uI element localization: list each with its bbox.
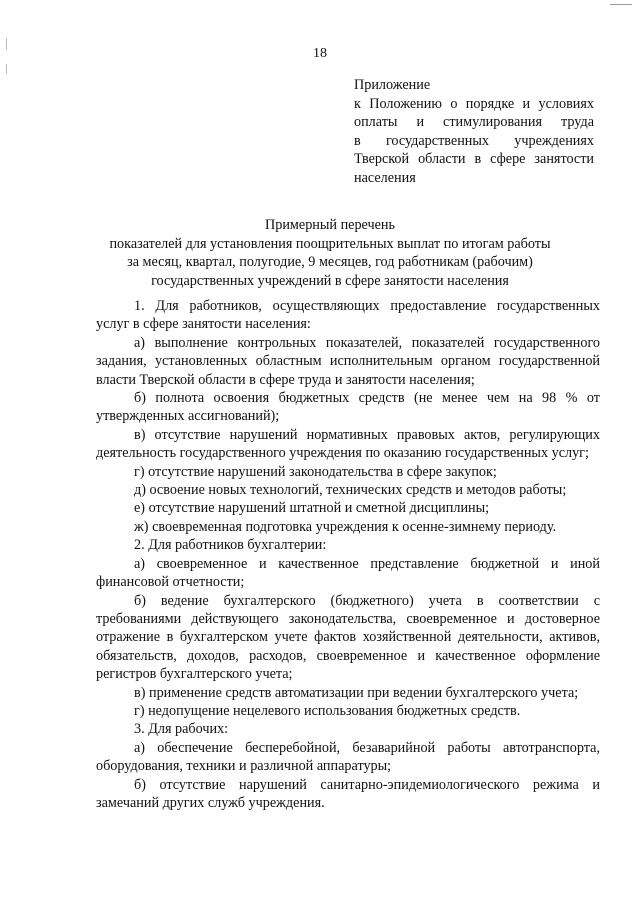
list-item: а) своевременное и качественное представление бюджетной и иной финансовой отчетности; xyxy=(96,555,600,591)
list-item: в) применение средств автоматизации при ведении бухгалтерского учета; xyxy=(134,684,579,701)
list-item: б) отсутствие нарушений санитарно-эпидемиологического режима и замечаний других служб учреждения. xyxy=(96,776,600,811)
list-item: а) обеспечение бесперебойной, безаварийной работы автотранспорта, оборудования, техники и различной аппаратуры; xyxy=(96,739,600,775)
scan-mark xyxy=(6,64,7,74)
title-line: показателей для установления поощрительных выплат по итогам работы xyxy=(109,235,551,252)
title-line: за месяц, квартал, полугодие, 9 месяцев, год работникам (рабочим) xyxy=(127,254,533,271)
document-body xyxy=(96,297,600,812)
title-line: Примерный перечень xyxy=(265,217,395,233)
title-line: государственных учреждений в сфере занятости населения xyxy=(151,272,509,289)
section-heading: 1. Для работников, осуществляющих предоставление государственных услуг в сфере занятости населения: xyxy=(96,298,600,333)
section-heading: 3. Для рабочих: xyxy=(134,721,229,738)
list-item: б) ведение бухгалтерского (бюджетного) учета в соответствии с требованиями действующего законодательства, своевременное и достоверное отражение в бухгалтерском учете фактов хозяйственной деятельности, активов, обязательств, доходов, расходов, своевременное и качественное оформление регистров бухгалтерского учета; xyxy=(96,592,600,683)
list-item: а) выполнение контрольных показателей, показателей государственного задания, установленных областным исполнительным органом государственной власти Тверской области в сфере труда и занятости населения; xyxy=(96,334,600,388)
document-title xyxy=(60,216,600,290)
appendix-line: оплаты и стимулирования труда xyxy=(354,114,594,131)
appendix-line: к Положению о порядке и условиях xyxy=(354,95,594,112)
list-item: д) освоение новых технологий, технических средств и методов работы; xyxy=(134,482,567,499)
appendix-line: в государственных учреждениях xyxy=(354,132,594,149)
list-item: г) недопущение нецелевого использования бюджетных средств. xyxy=(134,702,521,719)
appendix-header xyxy=(354,76,594,188)
list-item: ж) своевременная подготовка учреждения к осенне-зимнему периоду. xyxy=(134,518,557,535)
list-item: б) полнота освоения бюджетных средств (не менее чем на 98 % от утвержденных ассигнований); xyxy=(96,390,600,425)
list-item: в) отсутствие нарушений нормативных правовых актов, регулирующих деятельность государственного учреждения по оказанию государственных услуг; xyxy=(96,426,600,462)
appendix-line: Тверской области в сфере занятости xyxy=(354,151,594,168)
list-item: е) отсутствие нарушений штатной и сметной дисциплины; xyxy=(134,500,490,517)
section-heading: 2. Для работников бухгалтерии: xyxy=(134,537,327,554)
scan-mark xyxy=(610,4,632,5)
appendix-line: Приложение xyxy=(354,77,431,93)
page-number: 18 xyxy=(313,46,327,61)
appendix-line: населения xyxy=(354,169,416,186)
list-item: г) отсутствие нарушений законодательства в сфере закупок; xyxy=(134,463,497,480)
